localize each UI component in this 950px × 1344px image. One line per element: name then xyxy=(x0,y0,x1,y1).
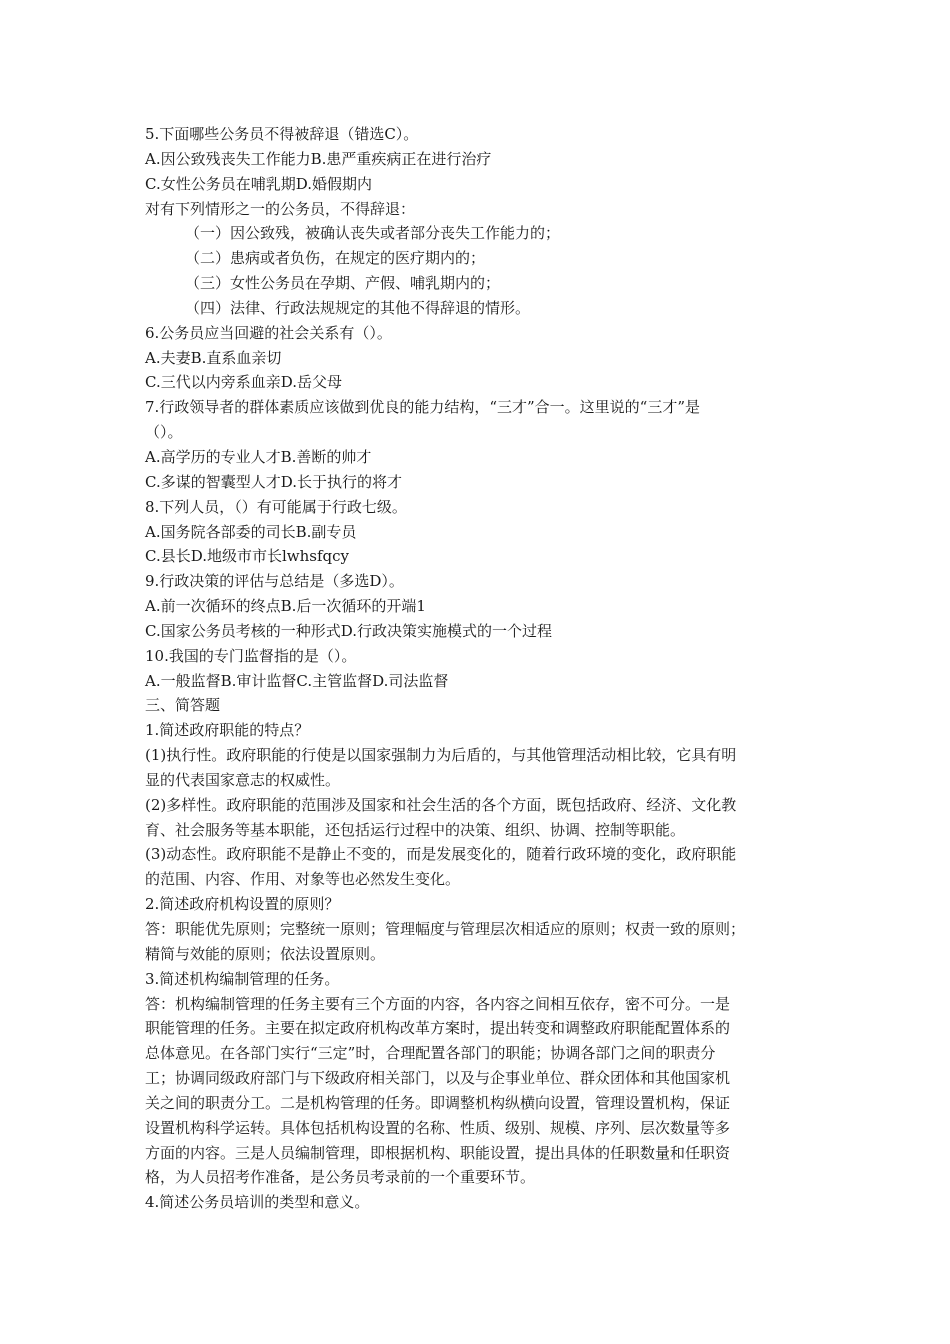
question-line: 4.简述公务员培训的类型和意义。 xyxy=(145,1193,370,1212)
option-line: A.夫妻B.直系血亲切 xyxy=(145,348,282,367)
question-line: 9.行政决策的评估与总结是（多选D）。 xyxy=(145,572,404,591)
question-line: 7.行政领导者的群体素质应该做到优良的能力结构，“三才”合一。这里说的“三才”是 xyxy=(145,398,700,417)
option-line: C.三代以内旁系血亲D.岳父母 xyxy=(145,373,342,392)
paragraph-line: 对有下列情形之一的公务员，不得辞退： xyxy=(145,199,416,218)
question-line: （）。 xyxy=(145,423,183,442)
section-heading: 三、简答题 xyxy=(145,696,221,715)
question-line: 8.下列人员，（）有可能属于行政七级。 xyxy=(145,497,407,516)
paragraph-line: 方面的内容。三是人员编制管理，即根据机构、职能设置，提出具体的任职数量和任职资 xyxy=(145,1143,731,1162)
paragraph-line: 的范围、内容、作用、对象等也必然发生变化。 xyxy=(145,870,461,889)
document-page-body xyxy=(145,122,815,1215)
paragraph-line: 答：机构编制管理的任务主要有三个方面的内容，各内容之间相互依存，密不可分。一是 xyxy=(145,994,731,1013)
paragraph-line: 工；协调同级政府部门与下级政府相关部门，以及与企事业单位、群众团体和其他国家机 xyxy=(145,1069,731,1088)
question-line: 3.简述机构编制管理的任务。 xyxy=(145,969,340,988)
indented-clause-line: （三）女性公务员在孕期、产假、哺乳期内的； xyxy=(185,274,501,293)
indented-clause-line: （二）患病或者负伤，在规定的医疗期内的； xyxy=(185,249,486,268)
paragraph-line: 总体意见。在各部门实行“三定”时，合理配置各部门的职能；协调各部门之间的职责分 xyxy=(145,1044,716,1063)
question-line: 1.简述政府职能的特点？ xyxy=(145,721,310,740)
paragraph-line: (2)多样性。政府职能的范围涉及国家和社会生活的各个方面，既包括政府、经济、文化教 xyxy=(145,795,737,814)
option-line: A.前一次循环的终点B.后一次循环的开端1 xyxy=(145,597,426,616)
paragraph-line: 显的代表国家意志的权威性。 xyxy=(145,770,341,789)
option-line: C.多谋的智囊型人才D.长于执行的将才 xyxy=(145,472,402,491)
indented-clause-line: （四）法律、行政法规规定的其他不得辞退的情形。 xyxy=(185,298,531,317)
option-line: C.女性公务员在哺乳期D.婚假期内 xyxy=(145,174,372,193)
question-line: 10.我国的专门监督指的是（）。 xyxy=(145,646,357,665)
question-line: 5.下面哪些公务员不得被辞退（错选C）。 xyxy=(145,125,419,143)
option-line: C.国家公务员考核的一种形式D.行政决策实施模式的一个过程 xyxy=(145,621,552,640)
paragraph-line: 设置机构科学运转。具体包括机构设置的名称、性质、级别、规模、序列、层次数量等多 xyxy=(145,1118,731,1137)
paragraph-line: (3)动态性。政府职能不是静止不变的，而是发展变化的，随着行政环境的变化，政府职能 xyxy=(145,845,737,864)
option-line: A.高学历的专业人才B.善断的帅才 xyxy=(145,447,372,466)
question-line: 6.公务员应当回避的社会关系有（）。 xyxy=(145,323,392,342)
option-line: A.一般监督B.审计监督C.主管监督D.司法监督 xyxy=(145,671,449,690)
indented-clause-line: （一）因公致残，被确认丧失或者部分丧失工作能力的； xyxy=(185,224,561,243)
paragraph-line: 精简与效能的原则；依法设置原则。 xyxy=(145,944,386,963)
paragraph-line: 育、社会服务等基本职能，还包括运行过程中的决策、组织、协调、控制等职能。 xyxy=(145,820,686,839)
paragraph-line: 格，为人员招考作准备，是公务员考录前的一个重要环节。 xyxy=(145,1168,536,1187)
paragraph-line: 职能管理的任务。主要在拟定政府机构改革方案时，提出转变和调整政府职能配置体系的 xyxy=(145,1019,731,1038)
option-line: C.县长D.地级市市长lwhsfqcy xyxy=(145,547,349,566)
paragraph-line: 答：职能优先原则；完整统一原则；管理幅度与管理层次相适应的原则；权责一致的原则； xyxy=(145,920,746,938)
paragraph-line: (1)执行性。政府职能的行使是以国家强制力为后盾的，与其他管理活动相比较，它具有明 xyxy=(145,746,737,765)
question-line: 2.简述政府机构设置的原则？ xyxy=(145,895,340,914)
option-line: A.国务院各部委的司长B.副专员 xyxy=(145,522,357,541)
option-line: A.因公致残丧失工作能力B.患严重疾病正在进行治疗 xyxy=(145,149,492,168)
paragraph-line: 关之间的职责分工。二是机构管理的任务。即调整机构纵横向设置，管理设置机构，保证 xyxy=(145,1093,731,1112)
